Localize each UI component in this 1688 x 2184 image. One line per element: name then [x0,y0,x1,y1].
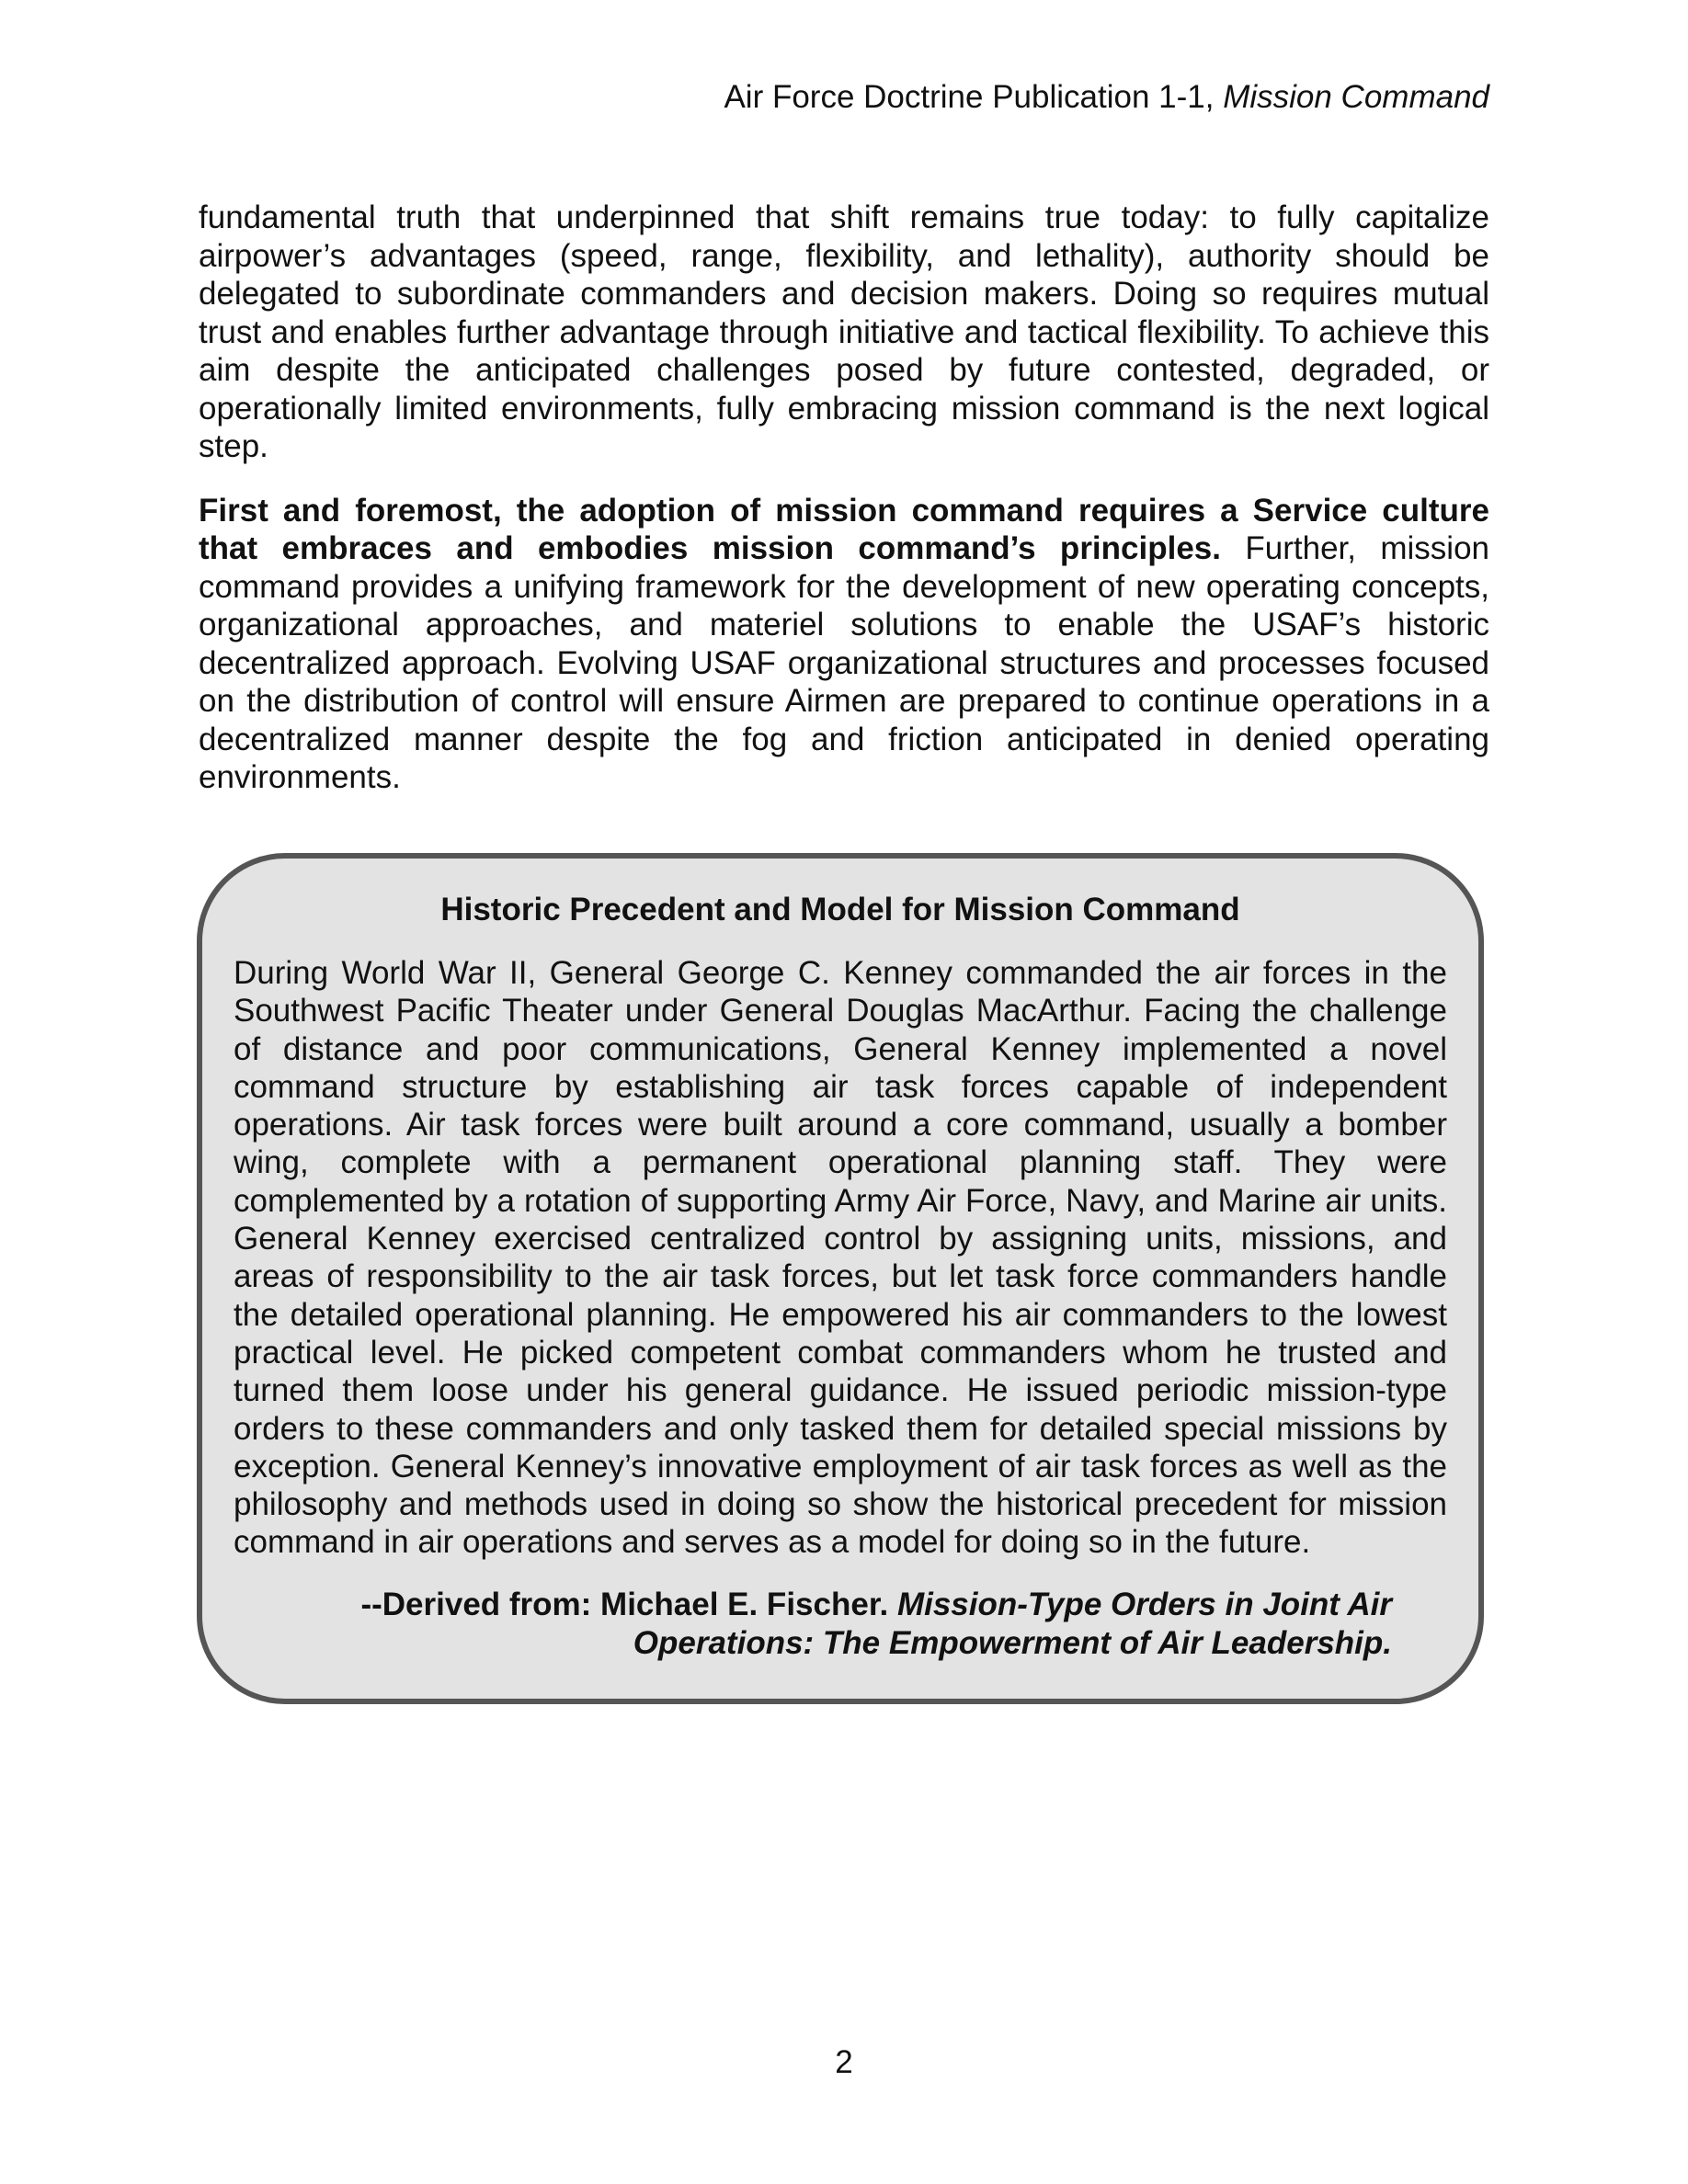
callout-title: Historic Precedent and Model for Mission Command [440,892,1240,927]
source-prefix: --Derived from: Michael E. Fischer. [360,1586,897,1622]
body-paragraph-2 [199,492,1489,797]
source-line-1 [234,1586,1392,1624]
header-publication: Air Force Doctrine Publication 1-1, [724,79,1224,115]
main-content [199,199,1489,823]
paragraph-1-text: fundamental truth that underpinned that shift remains true today: to fully capitalize airpower’s advantages (speed, range, flexibility, and lethality), authority should be delegated to subordinate commanders and decision makers. Doing so requires mutual trust and enables further advantage through initiative and tactical flexibility. To achieve this aim despite the anticipated challenges posed by future contested, degraded, or operationally limited environments, fully embracing mission command is the next logical step. [199,199,1489,464]
historic-precedent-callout [197,853,1484,1704]
page-number: 2 [835,2044,853,2080]
running-header [724,77,1489,118]
paragraph-2-text: Further, mission command provides a unifying framework for the development of new operating concepts, organizational approaches, and materiel solutions to enable the USAF’s historic decentralized approach. Evolving USAF organizational structures and processes focused on the distribution of control will ensure Airmen are prepared to continue operations in a decentralized manner despite the fog and friction anticipated in denied operating environments. [199,530,1489,795]
source-title-line-1: Mission-Type Orders in Joint Air [896,1586,1392,1622]
source-title-line-2: Operations: The Empowerment of Air Leadership. [633,1624,1392,1661]
callout-source [234,1586,1447,1663]
header-title: Mission Command [1223,79,1489,115]
body-paragraph-1 [199,199,1489,466]
paragraph-2-lead: First and foremost, the adoption of mission command requires a Service culture that embraces and embodies mission command’s principles. [199,492,1489,566]
callout-body: During World War II, General George C. Kenney commanded the air forces in the Southwest Pacific Theater under General Douglas MacArthur. Facing the challenge of distance and poor communications, General Kenney implemented a novel command structure by establishing air task forces capable of independent operations. Air task forces were built around a core command, usually a bomber wing, complete with a permanent operational planning staff. They were complemented by a rotation of supporting Army Air Force, Navy, and Marine air units. General Kenney exercised centralized control by assigning units, missions, and areas of responsibility to the air task forces, but let task force commanders handle the detailed operational planning. He empowered his air commanders to the lowest practical level. He picked competent combat commanders whom he trusted and turned them loose under his general guidance. He issued periodic mission-type orders to these commanders and only tasked them for detailed special missions by exception. General Kenney’s innovative employment of air task forces as well as the philosophy and methods used in doing so show the historical precedent for mission command in air operations and serves as a model for doing so in the future. [234,955,1447,1561]
